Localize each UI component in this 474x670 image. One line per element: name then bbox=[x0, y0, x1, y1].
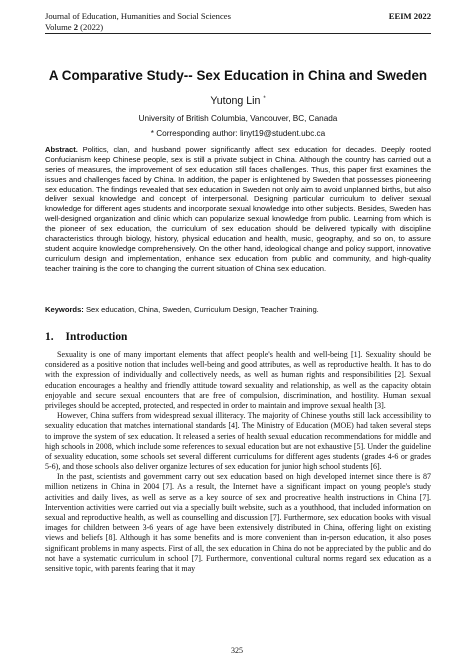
journal-name: Journal of Education, Humanities and Social Sciences bbox=[45, 11, 231, 21]
title-block bbox=[45, 67, 431, 139]
abstract-text: Politics, clan, and husband power significantly affect sex education for decades. Deeply rooted Confucianism keep Chinese people, sex is still a private subject in China. Although the country has carried out a series of measures, the improvement of sex education still faces challenges. Thus, this paper first examines the issues and challenges faced by China. In addition, the paper is enlightened by Sweden that possesses pioneering sex education. The findings revealed that sex education in Sweden not only aim to avoid unplanned births, but also deliver sexual knowledge and concept of interpersonal. Designing particular curriculum to deliver sexual knowledge for different ages students and incorporate sexual knowledge into other subjects. Besides, Sweden has well-designed organization and clinic which can popularize sexual knowledge from public. Learning from which is the pioneer of sex education, the curriculum of sex education should be delivered typically with discipline characteristics through biology, history, physical education and health, music, geography, and so on, to assure student acquire knowledge comprehensively. On the other hand, ideological change and policy support, innovative curriculum design and implementation, enhance sex education from public and community, and high-quality teacher training is the core to changing the current situation of China sex education. bbox=[45, 145, 431, 273]
section-title: Introduction bbox=[65, 331, 128, 343]
affiliation: University of British Columbia, Vancouver, BC, Canada bbox=[138, 114, 338, 123]
paragraph: However, China suffers from widespread sexual illiteracy. The majority of Chinese youths still lack accessibility to sexuality education that matches international standards [4]. The Ministry of Education (MOE) had taken several steps to improve the system of sex education. It released a series of health sexual education recommendations for middle and high schools in 2008, which include some references to sexual education but are not exhaustive [5]. Under the guideline of sexuality education, some schools set several different curriculums for different ages students (grades 4-6 or grades 5-6), and those schools also deliver organize lectures of sex education for junior high school students [6]. bbox=[45, 411, 431, 472]
abstract-label: Abstract. bbox=[45, 145, 78, 154]
author bbox=[45, 92, 431, 108]
section-number: 1. bbox=[45, 331, 54, 343]
page-number: 325 bbox=[231, 646, 243, 655]
keywords-text: Sex education, China, Sweden, Curriculum Design, Teacher Training. bbox=[83, 305, 319, 314]
paragraph: Sexuality is one of many important elements that affect people's health and well-being [1]. Sexuality should be considered as a positive notion that includes well-being and good attributes, as well as reproductive health. It has to do with the expression of individually and collectively needs, as well as human rights and responsibilities [2]. Sexual education encourages a healthy and friendly attitude toward sexuality and relationship, as well as the capacity obtain enjoyable and secure sexual encounters that are free of compulsion, discrimination, and hostility. Human sexual privileges should be accepted, protected, and respected in order to maintain and improve sexual health [3]. bbox=[45, 350, 431, 410]
keywords-label: Keywords: bbox=[45, 305, 84, 314]
abstract bbox=[45, 145, 431, 273]
author-name: Yutong Lin bbox=[210, 95, 261, 107]
corresponding-email: * Corresponding author: linyt19@student.ubc.ca bbox=[150, 129, 326, 138]
section-heading bbox=[45, 331, 431, 343]
running-header bbox=[45, 11, 431, 34]
corresponding-mark: * bbox=[263, 96, 266, 102]
paper-title: A Comparative Study-- Sex Education in China and Sweden bbox=[48, 68, 428, 83]
paragraph: In the past, scientists and government carry out sex education based on high developed internet since there is 87 million netizens in China in 2004 [7]. As a result, the Internet have a significant impact on young people's study activities and daily lives, as well as serve as a key source of sex and procreative health instructions in China [7]. Intervention activities were carried out via a specially built website, such as a youthhood, that included information on sexual and reproductive health, as well as counselling and discussion [7]. Furthermore, sex education books with visual images for children between 3-6 years of age have been extensively distributed in China, offering light on existing views and beliefs [8]. Although it has some benefits and is more convenient than in-person education, it also poses significant problems in many aspects. First of all, the sex education in China do not be appreciated by the public and do not have a systematic curriculum in school [7]. Furthermore, conventional cultural norms regard sex education as a sensitive topic, with parents fearing that it may bbox=[45, 472, 431, 573]
volume-number: 2 bbox=[73, 21, 79, 32]
header-rule bbox=[45, 33, 431, 34]
conference-code: EEIM 2022 bbox=[388, 11, 431, 21]
body-text bbox=[45, 350, 431, 574]
volume-line: Volume 2 (2022) bbox=[45, 21, 104, 32]
keywords bbox=[45, 305, 431, 315]
